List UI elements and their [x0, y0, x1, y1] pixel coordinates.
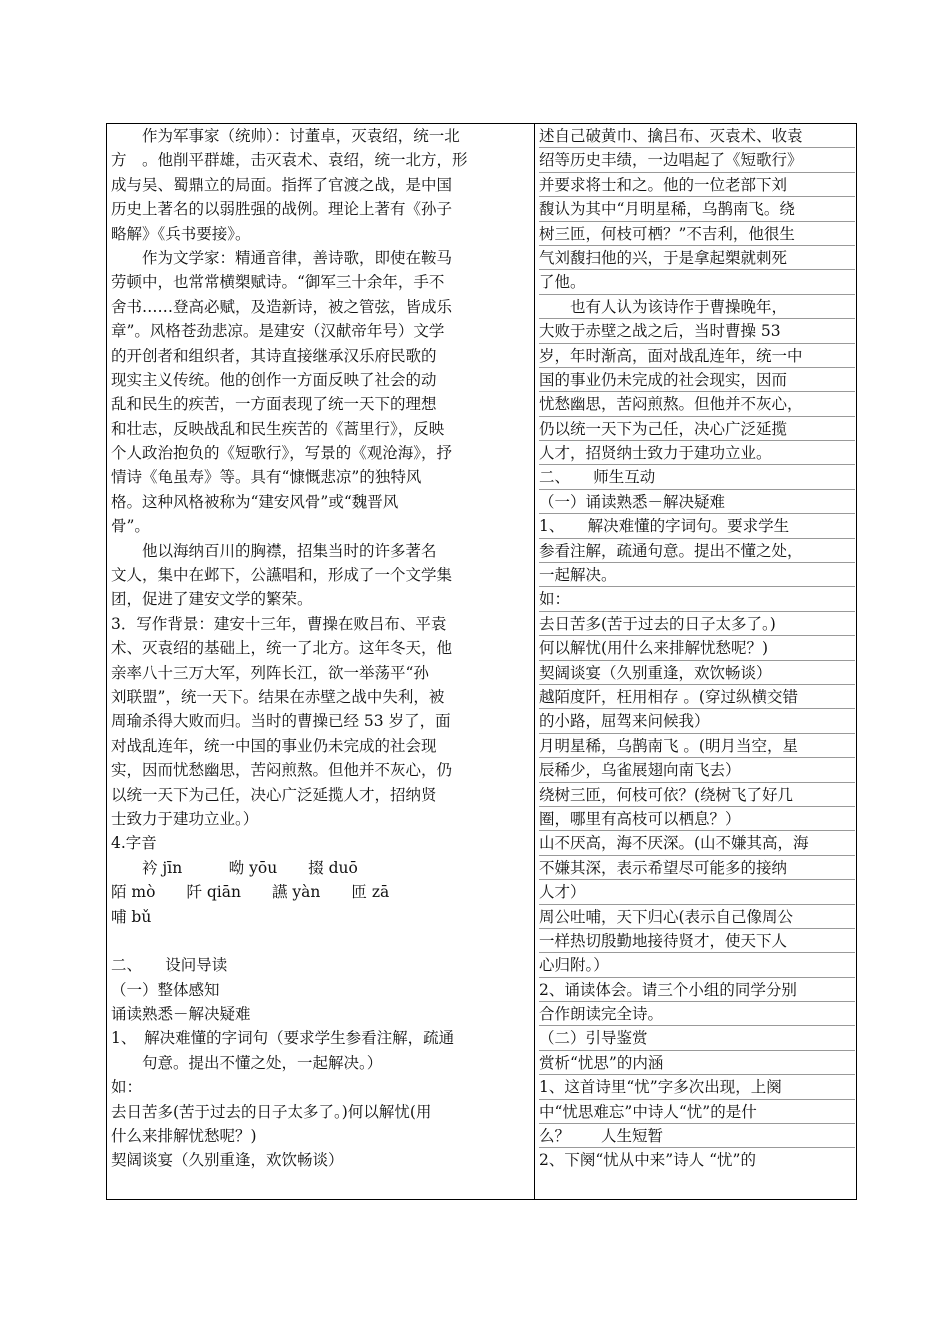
left-text-line: 术、灭袁绍的基础上，统一了北方。这年冬天，他: [111, 639, 453, 658]
left-column: [111, 124, 529, 1199]
right-text-line: 大败于赤壁之战之后，当时曹操 53: [539, 319, 855, 343]
right-text-line: 月明星稀，乌鹊南飞 。(明月当空，星: [539, 734, 855, 758]
right-text-line: 述自己破黄巾、擒吕布、灭袁术、收袁: [539, 124, 855, 148]
right-text-line: （二）引导鉴赏: [539, 1026, 855, 1050]
left-text-line: [111, 929, 529, 953]
right-text-line: （一）诵读熟悉－解决疑难: [539, 490, 855, 514]
left-text-line: 去日苦多(苦于过去的日子太多了。)何以解忧(用: [111, 1102, 432, 1121]
right-text-line: 馥认为其中“月明星稀，乌鹊南飞。绕: [539, 197, 855, 221]
right-text-line: 树三匝，何枝可栖？”不吉利，他很生: [539, 222, 855, 246]
left-text-line: 情诗《龟虽寿》等。具有“慷慨悲凉”的独特风: [111, 468, 422, 487]
right-text-line: 赏析“忧思”的内涵: [539, 1051, 855, 1075]
left-text-line: 3．写作背景：建安十三年，曹操在败吕布、平袁: [111, 614, 447, 633]
right-text-line: 周公吐哺，天下归心(表示自己像周公: [539, 905, 855, 929]
left-text-line: 1、 解决难懂的字词句（要求学生参看注解，疏通: [111, 1029, 455, 1048]
right-text-line: 去日苦多(苦于过去的日子太多了。): [539, 612, 855, 636]
left-text-line: 二、 设问导读: [111, 956, 228, 975]
right-text-line: 的小路，屈驾来问候我）: [539, 709, 855, 733]
left-text-line: 格。这种风格被称为“建安风骨”或“魏晋风: [111, 492, 399, 511]
left-text-line: 什么来排解忧愁呢？): [111, 1127, 257, 1146]
left-text-line: 略解》《兵书要接》。: [111, 224, 251, 243]
left-text-line: 和壮志，反映战乱和民生疾苦的《蒿里行》，反映: [111, 419, 445, 438]
left-text-line: 如：: [111, 1078, 143, 1097]
left-text-line: 团，促进了建安文学的繁荣。: [111, 590, 313, 609]
right-text-line: 山不厌高，海不厌深。(山不嫌其高，海: [539, 831, 855, 855]
left-text-line: 士致力于建功立业。）: [111, 809, 259, 828]
right-text-line: 么？ 人生短暂: [539, 1124, 855, 1148]
right-text-line: 越陌度阡，枉用相存 。(穿过纵横交错: [539, 685, 855, 709]
right-text-line: 中“忧思难忘”中诗人“忧”的是什: [539, 1100, 855, 1124]
left-text-line: 以统一天下为己任，决心广泛延揽人才，招纳贤: [111, 785, 437, 804]
left-text-line: 陌 mò 阡 qiān 讌 yàn 匝 zā: [111, 883, 390, 902]
left-text-line: 4.字音: [111, 834, 157, 853]
left-text-line: 实，因而忧愁幽思，苦闷煎熬。但他并不灰心，仍: [111, 761, 453, 780]
right-text-line: 人才，招贤纳士致力于建功立业。: [539, 441, 855, 465]
left-text-line: 方 。他削平群雄，击灭袁术、袁绍，统一北方，形: [111, 151, 468, 170]
right-text-line: 参看注解，疏通句意。提出不懂之处，: [539, 539, 855, 563]
left-text-line: （一）整体感知: [111, 980, 220, 999]
left-text-line: 个人政治抱负的《短歌行》，写景的《观沧海》，抒: [111, 444, 453, 463]
document-table: [106, 123, 857, 1200]
right-text-line: 如：: [539, 587, 855, 611]
left-text-line: 亲率八十三万大军，列阵长江，欲一举荡平“孙: [111, 663, 429, 682]
left-text-line: 契阔谈宴（久别重逢，欢饮畅谈）: [111, 1151, 344, 1170]
right-text-line: 不嫌其深，表示希望尽可能多的接纳: [539, 856, 855, 880]
right-text-line: 圈，哪里有高枝可以栖息？）: [539, 807, 855, 831]
column-divider: [534, 124, 535, 1199]
left-text-line: 周瑜杀得大败而归。当时的曹操已经 53 岁了，面: [111, 712, 451, 731]
right-text-line: 仍以统一天下为己任，决心广泛延揽: [539, 417, 855, 441]
left-text-line: 他以海纳百川的胸襟，招集当时的许多著名: [111, 541, 437, 560]
left-text-line: 文人，集中在邺下，公讌唱和，形成了一个文学集: [111, 566, 453, 585]
right-text-line: 2、诵读体会。请三个小组的同学分别: [539, 978, 855, 1002]
left-text-line: 成与吴、蜀鼎立的局面。指挥了官渡之战，是中国: [111, 175, 453, 194]
left-text-line: 句意。提出不懂之处，一起解决。）: [111, 1053, 383, 1072]
right-text-line: 人才）: [539, 880, 855, 904]
left-text-line: 乱和民生的疾苦，一方面表现了统一天下的理想: [111, 395, 437, 414]
right-text-line: 1、这首诗里“忧”字多次出现，上阕: [539, 1075, 855, 1099]
left-text-line: 现实主义传统。他的创作一方面反映了社会的动: [111, 370, 437, 389]
left-text-line: 衿 jīn 呦 yōu 掇 duō: [111, 858, 358, 877]
right-text-line: 绕树三匝，何枝可依？(绕树飞了好几: [539, 783, 855, 807]
left-text-line: 章”。风格苍劲悲凉。是建安（汉献帝年号）文学: [111, 322, 445, 341]
right-text-line: 合作朗读完全诗。: [539, 1002, 855, 1026]
right-column: [539, 124, 855, 1199]
left-text-line: 作为军事家（统帅）：讨董卓，灭袁绍，统一北: [111, 127, 460, 145]
right-text-line: 气刘馥扫他的兴，于是拿起槊就刺死: [539, 246, 855, 270]
right-text-line: 了他。: [539, 270, 855, 294]
right-text-line: 岁，年时渐高，面对战乱连年，统一中: [539, 344, 855, 368]
right-text-line: 二、 师生互动: [539, 465, 855, 489]
right-text-line: 一起解决。: [539, 563, 855, 587]
left-text-line: 历史上著名的以弱胜强的战例。理论上著有《孙子: [111, 200, 453, 219]
right-text-line: 契阔谈宴（久别重逢，欢饮畅谈）: [539, 661, 855, 685]
left-text-line: 诵读熟悉－解决疑难: [111, 1005, 251, 1024]
right-text-line: 绍等历史丰绩，一边唱起了《短歌行》: [539, 148, 855, 172]
left-text-line: 作为文学家：精通音律，善诗歌，即使在鞍马: [111, 248, 453, 267]
left-text-line: 劳顿中，也常常横槊赋诗。“御军三十余年，手不: [111, 273, 445, 292]
right-text-line: 并要求将士和之。他的一位老部下刘: [539, 173, 855, 197]
right-text-line: 国的事业仍未完成的社会现实，因而: [539, 368, 855, 392]
right-text-line: 一样热切殷勤地接待贤才，使天下人: [539, 929, 855, 953]
right-text-line: 也有人认为该诗作于曹操晚年，: [539, 295, 855, 319]
left-text-line: 的开创者和组织者，其诗直接继承汉乐府民歌的: [111, 346, 437, 365]
left-text-line: 骨”。: [111, 517, 150, 536]
right-text-line: 忧愁幽思，苦闷煎熬。但他并不灰心，: [539, 392, 855, 416]
left-text-line: 哺 bǔ: [111, 907, 152, 926]
left-text-line: 刘联盟”，统一天下。结果在赤壁之战中失利，被: [111, 687, 445, 706]
right-text-line: 何以解忧(用什么来排解忧愁呢？): [539, 636, 855, 660]
right-text-line: 心归附。）: [539, 953, 855, 977]
right-text-line: 辰稀少，乌雀展翅向南飞去）: [539, 758, 855, 782]
right-text-line: 1、 解决难懂的字词句。要求学生: [539, 514, 855, 538]
right-text-line: 2、下阕“忧从中来”诗人 “忧”的: [539, 1151, 756, 1170]
left-text-line: 对战乱连年，统一中国的事业仍未完成的社会现: [111, 736, 437, 755]
left-text-line: 舍书……登高必赋，及造新诗，被之管弦，皆成乐: [111, 297, 453, 316]
